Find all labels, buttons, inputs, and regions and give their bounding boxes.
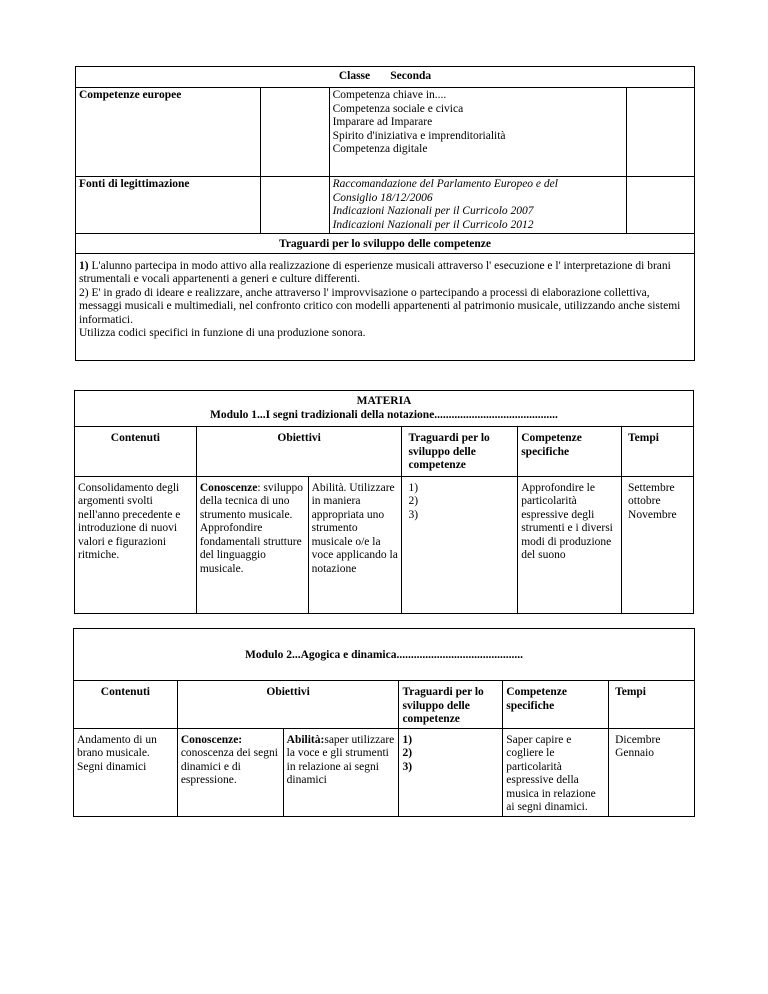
header-competenze: Competenze specifiche xyxy=(518,427,622,477)
tempi-cell: Settembre ottobre Novembre xyxy=(622,476,694,613)
traguardi-title: Traguardi per lo sviluppo delle competenze xyxy=(76,234,695,254)
classe-row xyxy=(76,67,695,88)
modulo-1-title: Modulo 1...I segni tradizionali della notazione........................................... xyxy=(210,408,558,421)
header-traguardi: Traguardi per lo sviluppo delle competenze xyxy=(399,681,503,729)
traguardi-text-row xyxy=(76,253,695,360)
abilita-label: Abilità: xyxy=(286,733,325,746)
modulo-2-header-row xyxy=(74,681,695,729)
competenza-item: Competenza chiave in.... xyxy=(332,89,447,101)
fonte-item: Raccomandazione del Parlamento Europeo e del xyxy=(332,178,558,190)
conoscenze-cell: Conoscenze: conoscenza dei segni dinamici e di espressione. xyxy=(177,728,283,816)
modulo-1-table xyxy=(74,390,694,614)
modulo-1-header-row xyxy=(75,427,694,477)
classe-value: Seconda xyxy=(390,70,432,82)
competenza-item: Competenza digitale xyxy=(332,143,428,155)
modulo-1-title-cell xyxy=(75,391,694,427)
competenze-europee-list xyxy=(329,88,627,177)
contenuti-cell: Consolidamento degli argomenti svolti nell'anno precedente e introduzione di nuovi valori e figurazioni ritmiche. xyxy=(75,476,197,613)
fonte-item: Indicazioni Nazionali per il Curricolo 2007 xyxy=(332,205,534,217)
header-competenze: Competenze specifiche xyxy=(503,681,609,729)
classe-label: Classe xyxy=(338,70,371,82)
fonti-row xyxy=(76,177,695,234)
modulo-2-title-row xyxy=(74,629,695,681)
fonte-item: Consiglio 18/12/2006 xyxy=(332,191,433,204)
header-tempi: Tempi xyxy=(622,427,694,477)
traguardi-title-row xyxy=(76,234,695,254)
modulo-2-content-row xyxy=(74,728,695,816)
traguardi-cell: 1) 2) 3) xyxy=(402,476,518,613)
header-contenuti: Contenuti xyxy=(74,681,178,729)
header-tempi: Tempi xyxy=(609,681,695,729)
tempi-cell: Dicembre Gennaio xyxy=(609,728,695,816)
fonti-label: Fonti di legittimazione xyxy=(76,177,261,234)
competenza-item: Imparare ad Imparare xyxy=(332,116,433,128)
modulo-1-title-row xyxy=(75,391,694,427)
contenuti-cell: Andamento di un brano musicale. Segni dinamici xyxy=(74,728,178,816)
classe-cell xyxy=(76,67,695,88)
traguardi-cell: 1) 2) 3) xyxy=(399,728,503,816)
header-contenuti: Contenuti xyxy=(75,427,197,477)
modulo-1-content-row xyxy=(75,476,694,613)
competenza-item: Competenza sociale e civica xyxy=(332,102,464,115)
empty-cell xyxy=(260,177,329,234)
modulo-2-title: Modulo 2...Agogica e dinamica............................................ xyxy=(74,629,695,681)
header-obiettivi: Obiettivi xyxy=(196,427,402,477)
empty-cell xyxy=(627,88,695,177)
empty-cell xyxy=(627,177,695,234)
fonti-list xyxy=(329,177,627,234)
empty-cell xyxy=(260,88,329,177)
conoscenze-label: Conoscenze: xyxy=(180,733,243,746)
conoscenze-cell: Conoscenze: sviluppo della tecnica di uno strumento musicale. Approfondire fondamentali strutture del linguaggio musicale. xyxy=(196,476,308,613)
traguardo-paragraph-1: 1) L'alunno partecipa in modo attivo alla realizzazione di esperienze musicali attraverso l' esecuzione e l' interpretazione di brani strumentali e vocali appartenenti a generi e culture differenti. xyxy=(79,259,671,285)
materia-label: MATERIA xyxy=(356,395,412,407)
traguardi-text xyxy=(76,253,695,360)
competenza-item: Spirito d'iniziativa e imprenditorialità xyxy=(332,129,506,142)
conoscenze-label: Conoscenze xyxy=(199,481,258,494)
modulo-2-table xyxy=(73,628,695,817)
competenze-europee-label: Competenze europee xyxy=(76,88,261,177)
abilita-cell: Abilità:saper utilizzare la voce e gli strumenti in relazione ai segni dinamici xyxy=(283,728,399,816)
traguardo-paragraph-3: Utilizza codici specifici in funzione di una produzione sonora. xyxy=(79,327,366,339)
abilita-cell: Abilità. Utilizzare in maniera appropriata uno strumento musicale o/e la voce applicando la notazione xyxy=(308,476,402,613)
curriculum-header-table xyxy=(75,66,695,361)
competenze-cell: Approfondire le particolarità espressive degli strumenti e i diversi modi di produzione del suono xyxy=(518,476,622,613)
header-obiettivi: Obiettivi xyxy=(177,681,399,729)
fonte-item: Indicazioni Nazionali per il Curricolo 2012 xyxy=(332,218,534,231)
traguardo-paragraph-2: 2) E' in grado di ideare e realizzare, anche attraverso l' improvvisazione o partecipando a processi di elaborazione collettiva, messaggi musicali e multimediali, nel confronto critico con modelli appartenenti al patrimonio musicale, utilizzando anche sistemi informatici. xyxy=(79,286,681,326)
header-traguardi: Traguardi per lo sviluppo delle competenze xyxy=(402,427,518,477)
competenze-europee-row xyxy=(76,88,695,177)
competenze-cell: Saper capire e cogliere le particolarità espressive della musica in relazione ai segni dinamici. xyxy=(503,728,609,816)
